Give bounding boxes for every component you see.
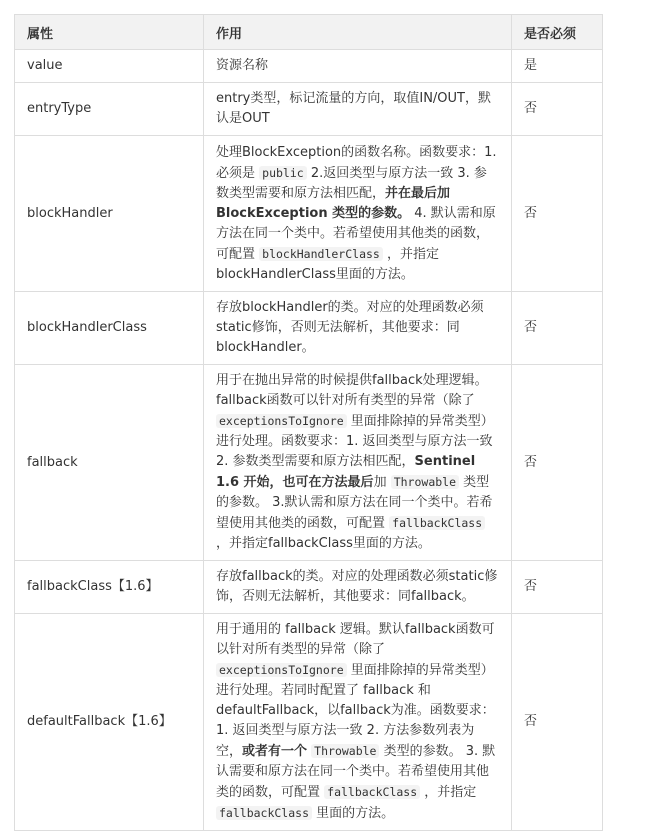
row-desc: [204, 614, 512, 831]
row-desc: [204, 50, 512, 83]
desc-text: ，并指定fallbackClass里面的方法。: [216, 536, 431, 551]
desc-text: 2.返回类型与原方法一致 3. 参数类型需要和原方法相匹配，: [216, 165, 487, 201]
desc-text: 里面排除掉的异常类型）进行处理。函数要求：1. 返回类型与原方法一致 2. 参数类型需要和原方法相匹配，: [216, 414, 494, 469]
desc-text: 类型的参数。 3. 默认需要和原方法在同一个类中。若希望使用其他类的函数，可配置: [216, 744, 496, 800]
attribute-table: [14, 14, 603, 831]
row-name: value: [15, 50, 204, 83]
desc-text: entry类型，标记流量的方向，取值IN/OUT，默认是OUT: [216, 91, 491, 126]
row-name: defaultFallback【1.6】: [15, 614, 204, 831]
desc-text: 处理BlockException的函数名称。函数要求：1. 必须是: [216, 144, 497, 181]
attribute-table-container: [14, 14, 602, 831]
desc-text: 里面排除掉的异常类型）进行处理。若同时配置了 fallback 和 defaultFallback，以fallback为准。函数要求：1. 返回类型与原方法一致 2. 方法参数列表为空，: [216, 663, 495, 759]
table-row: [15, 614, 603, 831]
row-required: 否: [512, 292, 603, 365]
desc-text: 用于通用的 fallback 逻辑。默认fallback函数可以针对所有类型的异常（除了: [216, 622, 495, 657]
row-desc: [204, 561, 512, 614]
row-required: 否: [512, 136, 603, 292]
code-public: public: [259, 166, 307, 180]
table-row: [15, 136, 603, 292]
row-name: fallback: [15, 365, 204, 561]
code-exceptionstoignore: exceptionsToIgnore: [216, 663, 347, 677]
row-required: 否: [512, 83, 603, 136]
desc-text: 用于在抛出异常的时候提供fallback处理逻辑。fallback函数可以针对所有类型的异常（除了: [216, 373, 488, 408]
header-attr: 属性: [15, 15, 204, 50]
table-row: [15, 50, 603, 83]
code-exceptionstoignore: exceptionsToIgnore: [216, 414, 347, 428]
code-fallbackclass: fallbackClass: [324, 785, 420, 799]
code-fallbackclass: fallbackClass: [389, 516, 485, 530]
header-role: 作用: [204, 15, 512, 50]
row-desc: [204, 136, 512, 292]
table-row: [15, 83, 603, 136]
row-required: 是: [512, 50, 603, 83]
table-row: [15, 561, 603, 614]
row-name: blockHandler: [15, 136, 204, 292]
desc-text: ，并指定: [420, 785, 477, 800]
row-desc: [204, 292, 512, 365]
desc-bold: 或者有一个: [242, 744, 308, 759]
header-required: 是否必须: [512, 15, 603, 50]
desc-text: 存放blockHandler的类。对应的处理函数必须static修饰，否则无法解析，其他要求：同blockHandler。: [216, 300, 484, 355]
code-throwable: Throwable: [311, 744, 379, 758]
desc-text: 加: [373, 475, 391, 490]
desc-text: 里面的方法。: [312, 806, 395, 821]
desc-text: 资源名称: [216, 58, 269, 73]
row-required: 否: [512, 561, 603, 614]
code-blockhandlerclass: blockHandlerClass: [259, 247, 383, 261]
row-required: 否: [512, 614, 603, 831]
desc-text: 类型的参数。 3.默认需和原方法在同一个类中。若希望使用其他类的函数，可配置: [216, 475, 493, 531]
row-desc: [204, 83, 512, 136]
row-name: entryType: [15, 83, 204, 136]
row-name: fallbackClass【1.6】: [15, 561, 204, 614]
table-header-row: [15, 15, 603, 50]
desc-bold: 并在最后加 BlockException 类型的参数。: [216, 185, 451, 221]
table-row: [15, 292, 603, 365]
desc-text: 存放fallback的类。对应的处理函数必须static修饰，否则无法解析，其他要求：同fallback。: [216, 569, 498, 604]
table-row: [15, 365, 603, 561]
code-fallbackclass: fallbackClass: [216, 806, 312, 820]
desc-text: ，并指定blockHandlerClass里面的方法。: [216, 246, 439, 282]
desc-text: 4. 默认需和原方法在同一个类中。若希望使用其他类的函数，可配置: [216, 205, 496, 262]
row-desc: [204, 365, 512, 561]
row-name: blockHandlerClass: [15, 292, 204, 365]
row-required: 否: [512, 365, 603, 561]
code-throwable: Throwable: [391, 475, 459, 489]
desc-bold: Sentinel 1.6 开始，也可在方法最后: [216, 454, 476, 490]
